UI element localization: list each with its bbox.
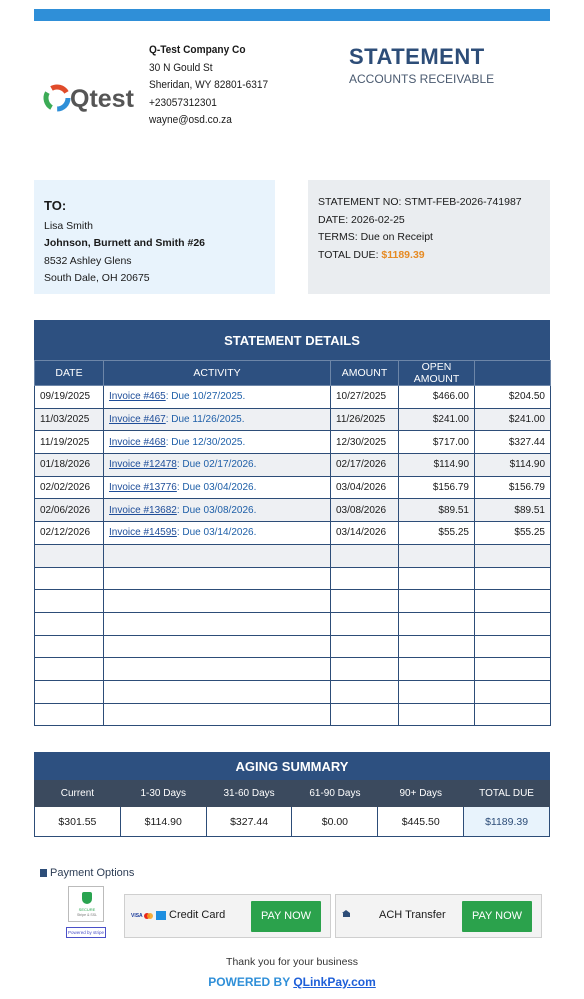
empty-cell xyxy=(475,680,551,703)
table-row xyxy=(35,522,551,545)
amex-icon xyxy=(156,911,166,920)
empty-table-row xyxy=(35,612,551,635)
empty-cell xyxy=(331,703,399,726)
mastercard-overlap-icon xyxy=(147,913,153,919)
empty-table-row xyxy=(35,658,551,681)
qlinkpay-link[interactable]: QLinkPay.com xyxy=(293,975,376,989)
col-blank xyxy=(475,361,551,386)
invoice-link[interactable]: Invoice #468 xyxy=(109,436,166,448)
empty-cell xyxy=(399,680,475,703)
empty-cell xyxy=(475,590,551,613)
row-activity xyxy=(104,454,331,477)
row-activity xyxy=(104,499,331,522)
total-due xyxy=(318,247,540,265)
aging-summary xyxy=(34,752,550,837)
empty-cell xyxy=(399,703,475,726)
statement-date: DATE: 2026-02-25 xyxy=(318,213,405,226)
ach-transfer-label: ACH Transfer xyxy=(379,909,446,921)
empty-cell xyxy=(104,658,331,681)
row-amount: $55.25 xyxy=(399,522,475,545)
row-activity xyxy=(104,431,331,454)
row-amount: $89.51 xyxy=(399,499,475,522)
invoice-link[interactable]: Invoice #465 xyxy=(109,391,166,403)
statement-details-table xyxy=(34,360,551,726)
row-open-amount: $114.90 xyxy=(475,454,551,477)
credit-card-label: Credit Card xyxy=(169,909,226,921)
row-amount: $241.00 xyxy=(399,408,475,431)
company-phone: +23057312301 xyxy=(149,96,217,109)
col-activity: ACTIVITY xyxy=(104,361,331,386)
payment-options-title xyxy=(40,867,134,879)
empty-table-row xyxy=(35,680,551,703)
row-date: 09/19/2025 xyxy=(35,386,104,409)
row-open-amount: $327.44 xyxy=(475,431,551,454)
square-bullet-icon xyxy=(40,869,47,877)
statement-terms: TERMS: Due on Receipt xyxy=(318,231,433,243)
row-due-text: : Due 12/30/2025. xyxy=(165,436,246,448)
secure-badge xyxy=(68,886,104,922)
powered-by xyxy=(0,975,584,989)
empty-cell xyxy=(331,635,399,658)
empty-cell xyxy=(331,658,399,681)
top-accent-bar xyxy=(34,9,550,21)
ach-pay-now-button[interactable]: PAY NOW xyxy=(462,901,532,932)
row-open-amount: $55.25 xyxy=(475,522,551,545)
statement-details xyxy=(34,320,550,726)
row-due-text: : Due 03/14/2026. xyxy=(176,527,257,539)
row-amount-date: 03/08/2026 xyxy=(331,499,399,522)
row-open-amount: $156.79 xyxy=(475,476,551,499)
empty-table-row xyxy=(35,544,551,567)
empty-cell xyxy=(475,703,551,726)
aging-table xyxy=(34,780,550,837)
row-activity xyxy=(104,476,331,499)
empty-cell xyxy=(35,658,104,681)
invoice-link[interactable]: Invoice #14595 xyxy=(109,527,177,539)
aging-90-plus-value: $445.50 xyxy=(378,807,464,837)
row-date: 11/03/2025 xyxy=(35,408,104,431)
visa-icon: VISA xyxy=(131,913,143,919)
total-due-value: $1189.39 xyxy=(381,248,425,261)
statement-details-title: STATEMENT DETAILS xyxy=(34,320,550,360)
invoice-link[interactable]: Invoice #13776 xyxy=(109,482,177,494)
row-amount: $466.00 xyxy=(399,386,475,409)
empty-cell xyxy=(104,544,331,567)
svg-text:Qtest: Qtest xyxy=(70,85,134,113)
aging-col-total: TOTAL DUE xyxy=(464,781,550,807)
statement-title: STATEMENT xyxy=(349,44,485,69)
company-name: Q-Test Company Co xyxy=(149,44,246,56)
row-amount: $114.90 xyxy=(399,454,475,477)
credit-card-pay-now-button[interactable]: PAY NOW xyxy=(251,901,321,932)
col-open-amount: OPEN AMOUNT xyxy=(399,361,475,386)
table-row xyxy=(35,499,551,522)
empty-cell xyxy=(35,612,104,635)
company-email: wayne@osd.co.za xyxy=(149,114,232,127)
ach-transfer-option xyxy=(335,894,542,938)
empty-cell xyxy=(475,635,551,658)
row-due-text: : Due 11/26/2025. xyxy=(165,414,245,426)
row-activity xyxy=(104,408,331,431)
empty-cell xyxy=(104,680,331,703)
table-row xyxy=(35,476,551,499)
row-date: 01/18/2026 xyxy=(35,454,104,477)
empty-cell xyxy=(331,612,399,635)
row-amount: $156.79 xyxy=(399,476,475,499)
empty-cell xyxy=(104,635,331,658)
aging-col-61-90: 61-90 Days xyxy=(292,781,378,807)
empty-cell xyxy=(35,590,104,613)
empty-cell xyxy=(399,612,475,635)
statement-subtitle: ACCOUNTS RECEIVABLE xyxy=(349,72,495,86)
row-open-amount: $89.51 xyxy=(475,499,551,522)
row-amount-date: 03/14/2026 xyxy=(331,522,399,545)
stripe-badge: Powered by stripe xyxy=(66,927,106,938)
company-address xyxy=(149,42,278,130)
empty-cell xyxy=(35,544,104,567)
col-date: DATE xyxy=(35,361,104,386)
empty-cell xyxy=(331,680,399,703)
aging-col-31-60: 31-60 Days xyxy=(206,781,292,807)
row-date: 11/19/2025 xyxy=(35,431,104,454)
thank-you-note: Thank you for your business xyxy=(226,956,358,968)
row-amount-date: 12/30/2025 xyxy=(331,431,399,454)
row-activity xyxy=(104,386,331,409)
empty-cell xyxy=(475,567,551,590)
aging-1-30-value: $114.90 xyxy=(120,807,206,837)
empty-cell xyxy=(104,590,331,613)
empty-table-row xyxy=(35,567,551,590)
aging-31-60-value: $327.44 xyxy=(206,807,292,837)
recipient-name: Lisa Smith xyxy=(44,219,94,232)
empty-cell xyxy=(399,658,475,681)
row-amount-date: 11/26/2025 xyxy=(331,408,399,431)
table-row xyxy=(35,431,551,454)
row-amount-date: 10/27/2025 xyxy=(331,386,399,409)
recipient-address-line2: South Dale, OH 20675 xyxy=(44,272,150,284)
empty-cell xyxy=(399,544,475,567)
payment-options-label: Payment Options xyxy=(50,867,135,879)
empty-cell xyxy=(399,635,475,658)
statement-info-box xyxy=(308,180,550,294)
statement-number: STATEMENT NO: STMT-FEB-2026-741987 xyxy=(318,196,522,208)
aging-current-value: $301.55 xyxy=(35,807,121,837)
aging-col-90-plus: 90+ Days xyxy=(378,781,464,807)
invoice-link[interactable]: Invoice #12478 xyxy=(109,459,177,471)
table-row xyxy=(35,386,551,409)
recipient-address-line1: 8532 Ashley Glens xyxy=(44,254,132,267)
row-date: 02/02/2026 xyxy=(35,476,104,499)
card-icons xyxy=(131,910,167,922)
empty-cell xyxy=(399,567,475,590)
row-open-amount: $204.50 xyxy=(475,386,551,409)
table-row xyxy=(35,454,551,477)
empty-cell xyxy=(104,612,331,635)
empty-cell xyxy=(331,590,399,613)
empty-cell xyxy=(104,567,331,590)
empty-table-row xyxy=(35,590,551,613)
col-amount: AMOUNT xyxy=(331,361,399,386)
empty-cell xyxy=(475,658,551,681)
total-due-label: TOTAL DUE: xyxy=(318,248,382,261)
company-address-line2: Sheridan, WY 82801-6317 xyxy=(149,79,269,92)
invoice-link[interactable]: Invoice #467 xyxy=(109,414,166,426)
empty-cell xyxy=(35,635,104,658)
bank-icon xyxy=(342,910,351,918)
bill-to-label: TO: xyxy=(44,198,67,213)
empty-cell xyxy=(35,680,104,703)
row-amount: $717.00 xyxy=(399,431,475,454)
row-amount-date: 02/17/2026 xyxy=(331,454,399,477)
empty-cell xyxy=(331,544,399,567)
recipient-company: Johnson, Burnett and Smith #26 xyxy=(44,237,206,249)
row-due-text: : Due 02/17/2026. xyxy=(176,459,257,471)
aging-col-current: Current xyxy=(35,781,121,807)
row-date: 02/12/2026 xyxy=(35,522,104,545)
credit-card-option xyxy=(124,894,331,938)
aging-summary-title: AGING SUMMARY xyxy=(34,752,550,780)
powered-by-prefix: POWERED BY xyxy=(208,975,294,989)
bill-to-box xyxy=(34,180,275,294)
row-due-text: : Due 10/27/2025. xyxy=(165,391,246,403)
row-open-amount: $241.00 xyxy=(475,408,551,431)
empty-cell xyxy=(331,567,399,590)
empty-cell xyxy=(399,590,475,613)
aging-61-90-value: $0.00 xyxy=(292,807,378,837)
aging-total-value: $1189.39 xyxy=(464,807,550,837)
row-due-text: : Due 03/08/2026. xyxy=(176,504,257,516)
shield-icon xyxy=(82,892,92,904)
secure-badge-subtext: Stripe & SSL xyxy=(76,913,98,917)
empty-cell xyxy=(475,612,551,635)
empty-table-row xyxy=(35,635,551,658)
row-date: 02/06/2026 xyxy=(35,499,104,522)
row-due-text: : Due 03/04/2026. xyxy=(176,482,257,494)
table-row xyxy=(35,408,551,431)
empty-table-row xyxy=(35,703,551,726)
empty-cell xyxy=(104,703,331,726)
company-logo xyxy=(42,80,142,116)
invoice-link[interactable]: Invoice #13682 xyxy=(109,504,177,516)
company-address-line1: 30 N Gould St xyxy=(149,61,213,74)
empty-cell xyxy=(475,544,551,567)
empty-cell xyxy=(35,567,104,590)
empty-cell xyxy=(35,703,104,726)
row-amount-date: 03/04/2026 xyxy=(331,476,399,499)
secure-badge-text: SECURE xyxy=(78,907,96,912)
aging-col-1-30: 1-30 Days xyxy=(120,781,206,807)
row-activity xyxy=(104,522,331,545)
